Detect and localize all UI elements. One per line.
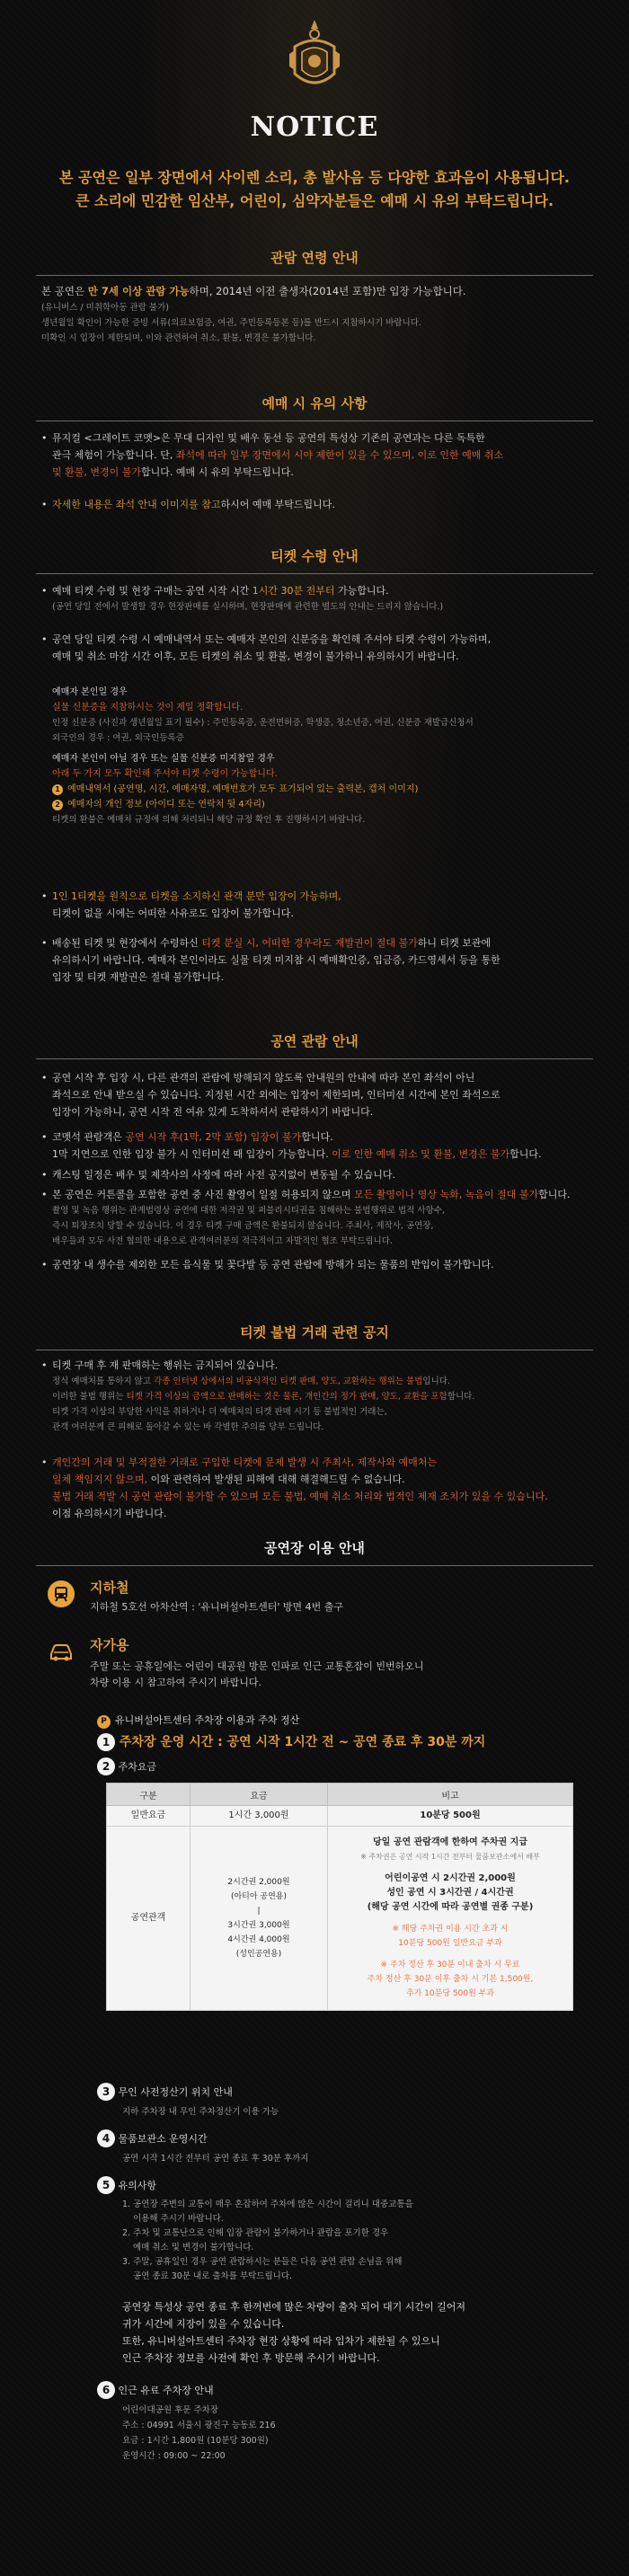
theatre-emblem-icon [282, 16, 347, 97]
subway-title: 지하철 [90, 1580, 129, 1596]
caution-list: 1. 공연장 주변의 교통이 매우 혼잡하여 주차에 많은 시간이 걸리니 대중교통을 이용해 주시기 바랍니다. 2. 주차 및 교통난으로 인해 입장 관람이 불가하거나 관람을 포기한 경우 예매 취소 및 변경이 불가합니다. 3. 주말, 공휴일인 경우 공연 관람하시는 분들은 다음 공연 관람 손님을 위해 공연 종료 30분 내로 출차를 부탁드립니다. [122, 2200, 413, 2281]
parking-icon: P [97, 1715, 111, 1729]
illegal-item-2: • 개인간의 거래 및 부적절한 거래로 구입한 티켓에 문제 발생 시 주최사, 제작사와 예매처는 일체 책임지지 않으며, 이와 관련하여 발생된 피해에 대해 해결해드릴 수 없습니다. 불법 거래 적발 시 공연 관람이 불가할 수 있으며 모든 불법, 예매 취소 처리와 법적인 제재 조치가 있을 수 있습니다. 이점 유의하시기 바랍니다. [41, 1456, 548, 1519]
parking-item-2: 2 주차요금 [97, 1757, 156, 1775]
ticket-item-3: • 1인 1티켓을 원칙으로 티켓을 소지하신 관객 분만 입장이 가능하며, 티켓이 없을 시에는 어떠한 사유로도 입장이 불가합니다. [41, 890, 341, 919]
parking-note: 공연장 특성상 공연 종료 후 한꺼번에 많은 차량이 출차 되어 대기 시간이 길어져 귀가 시간에 지장이 있을 수 있습니다. 또한, 유니버설아트센터 주차장 현장 상황에 따라 입차가 제한될 수 있으니 인근 주차장 정보를 사전에 확인 후 방문해 주시기 바랍니다. [122, 2301, 465, 2364]
parking-item-4-desc: 공연 시작 1시간 전부터 공연 종료 후 30분 후까지 [122, 2154, 309, 2164]
intro-line-1: 본 공연은 일부 장면에서 사이렌 소리, 총 발사음 등 다양한 효과음이 사용됩니다. [58, 169, 571, 186]
ticket-id-box: 예매자 본인일 경우 실물 신분증을 지참하시는 것이 제일 정확합니다. 인정 신분증 (사진과 생년월일 표기 필수) : 주민등록증, 운전면허증, 학생증, 청소년증, 여권, 신분증 재발급신청서 외국인의 경우 : 여권, 외국인등록증 예매자 본인이 아닐 경우 또는 실물 신분증 미지참일 경우 아래 두 가지 모두 확인해 주셔야 티켓 수령이 가능합니다. 1 예매내역서 (공연명, 시간, 예매자명, 예매번호가 모두 표기되어 있는 출력본, 캡처 이미지) 2 예매자의 개인 정보 (아이디 또는 연락처 뒷 4자리) 티켓의 환불은 예매처 규정에 의해 처리되니 해당 규정 확인 후 진행하시기 바랍니다. [52, 687, 474, 825]
divider [36, 1058, 593, 1059]
ticket-item-2: • 공연 당일 티켓 수령 시 예매내역서 또는 예매자 본인의 신분증을 확인해 주셔야 티켓 수령이 가능하며, 예매 및 취소 마감 시간 이후, 모든 티켓의 취소 및 환불, 변경이 불가하니 유의하시기 바랍니다. [41, 633, 492, 662]
parking-item-1: 1 주차장 운영 시간 : 공연 시작 1시간 전 ~ 공연 종료 후 30분 까지 [97, 1732, 485, 1751]
divider [36, 573, 593, 574]
venue-section-title: 공연장 이용 안내 [264, 1540, 365, 1556]
table-row: 일반요금 1시간 3,000원 10분당 500원 [107, 1806, 573, 1827]
ticket-item-1: • 예매 티켓 수령 및 현장 구매는 공연 시작 시간 1시간 30분 전부터 가능합니다. (공연 당일 전에서 발생할 경우 현장판매를 실시하며, 현장판매에 관련한 별도의 안내는 드리지 않습니다.) [41, 585, 444, 612]
nearby-parking-info: 어린이대공원 후문 주차장 주소 : 04991 서울시 광진구 능동로 216 요금 : 1시간 1,800원 (10분당 300원) 운영시간 : 09:00 ~ 22:00 [122, 2405, 276, 2461]
ticket-section-title: 티켓 수령 안내 [270, 548, 359, 564]
parking-item-5: 5 유의사항 [97, 2176, 156, 2194]
viewing-item-5: • 공연장 내 생수를 제외한 모든 음식물 및 꽃다발 등 공연 관람에 방해가 되는 물품의 반입이 불가합니다. [41, 1259, 494, 1270]
booking-item-1: • 뮤지컬 <그레이트 코멧>은 무대 디자인 및 배우 동선 등 공연의 특성상 기존의 공연과는 다른 독특한 관극 체험이 가능합니다. 단, 좌석에 따라 일부 장면에서 시야 제한이 있을 수 있으며, 이로 인한 예매 취소 및 환불, 변경이 불가합니다. 예매 시 유의 부탁드립니다. [41, 432, 504, 478]
divider [36, 275, 593, 276]
car-title: 자가용 [90, 1637, 129, 1653]
viewing-item-2: • 코멧석 관람객은 공연 시작 후(1막, 2막 포함) 입장이 불가합니다. 1막 지연으로 인한 입장 불가 시 인터미션 때 입장이 가능합니다. 이로 인한 예매 취소 및 환불, 변경은 불가합니다. [41, 1131, 542, 1160]
parking-item-3-desc: 지하 주차장 내 무인 주차정산기 이용 가능 [122, 2107, 279, 2117]
booking-section-title: 예매 시 유의 사항 [261, 395, 368, 412]
illegal-item-1: • 티켓 구매 후 재 판매하는 행위는 금지되어 있습니다. 정식 예매처를 통하지 않고 각종 인터넷 상에서의 비공식적인 티켓 판매, 양도, 교환하는 행위는 불법입니다. 이러한 불법 행위는 티켓 가격 이상의 금액으로 판매하는 것은 물론, 개인간의 정가 판매, 양도, 교환을 포함합니다. 티켓 가격 이상의 부당한 사익을 취하거나 더 예매처의 티켓 판매 시기 등 불법적인 거래는, 관객 여러분께 큰 피해로 돌아갈 수 있는 바 각별한 주의를 당부 드립니다. [41, 1359, 475, 1432]
age-section-title: 관람 연령 안내 [270, 250, 359, 266]
car-icon [47, 1637, 75, 1666]
subway-icon [47, 1580, 75, 1608]
divider [36, 1565, 593, 1566]
intro-line-2: 큰 소리에 민감한 임산부, 어린이, 심약자분들은 예매 시 유의 부탁드립니다. [75, 192, 554, 209]
booking-item-2: • 자세한 내용은 좌석 안내 이미지를 참고하시어 예매 부탁드립니다. [41, 499, 335, 510]
illegal-section-title: 티켓 불법 거래 관련 공지 [240, 1324, 389, 1341]
parking-item-3: 3 무인 사전정산기 위치 안내 [97, 2083, 233, 2101]
parking-item-6: 6 인근 유료 주차장 안내 [97, 2381, 214, 2399]
subway-desc: 지하철 5호선 아차산역 : '유니버설아트센터' 방면 4번 출구 [90, 1601, 343, 1613]
car-desc: 주말 또는 공휴일에는 어린이 대공원 방문 인파로 인근 교통혼잡이 빈번하오니 차량 이용 시 참고하여 주시기 바랍니다. [90, 1660, 424, 1688]
page-title: NOTICE [250, 111, 379, 143]
ticket-item-4: • 배송된 티켓 및 현장에서 수령하신 티켓 분실 시, 어떠한 경우라도 재발권이 절대 불가하니 티켓 보관에 유의하시기 바랍니다. 예매자 본인이라도 실물 티켓 미지참 시 예매확인증, 입금증, 카드영세서 등을 통한 입장 및 티켓 재발권은 절대 불가합니다. [41, 937, 501, 983]
viewing-item-3: • 캐스팅 일정은 배우 및 제작사의 사정에 따라 사전 공지없이 변동될 수 있습니다. [41, 1169, 395, 1181]
divider [36, 420, 593, 421]
parking-fee-table [106, 1783, 573, 2011]
viewing-section-title: 공연 관람 안내 [270, 1033, 359, 1049]
viewing-item-4: • 본 공연은 커튼콜을 포함한 공연 중 사진 촬영이 일절 허용되지 않으며 모든 촬영이나 영상 녹화, 녹음이 절대 불가합니다. 촬영 및 녹음 행위는 관계법령상 공연에 대한 저작권 및 퍼블리시티권을 침해하는 불법행위로 법적 사항수, 즉시 퇴장조치 당할 수 있습니다. 이 경우 티켓 구매 금액은 환불되지 않습니다. 주최사, 제작사, 공연장, 배우들과 모두 사전 협의한 내용으로 관객여러분의 적극적이고 자발적인 협조 부탁드립니다. [41, 1189, 571, 1246]
table-row: 공연관객 2시간권 2,000원 (아티아 공연용) | 3시간권 3,000원 4시간권 4,000원 (성인공연용) 당일 공연 관람객에 한하여 주차권 지급 ※ 주차권은 공연 시작 1시간 전부터 물품보관소에서 배부 어린이공연 시 2시간권 2,000원 성인 공연 시 3시간권 / 4시간권 (해당 공연 시간에 따라 공연별 권종 구분) ※ 해당 주차권 이용 시간 초과 시 10분당 500원 일반요금 부과 ※ 주차 정산 후 30분 이내 출차 시 무료 주차 정산 후 30분 이후 출차 시 기본 1,500원, 추가 10분당 500원 부과 [107, 1827, 573, 2011]
age-text: 본 공연은 만 7세 이상 관람 가능하며, 2014년 이전 출생자(2014년 포함)만 입장 가능합니다. (유니버스 / 미취학아동 관람 불가) 생년월일 확인이 가능한 증빙 서류(의료보험증, 여권, 주민등록등본 등)를 반드시 지참하시기 바랍니다. 미확인 시 입장이 제한되며, 이와 관련하여 취소, 환불, 변경은 불가합니다. [41, 285, 466, 343]
parking-item-4: 4 물품보관소 운영시간 [97, 2129, 208, 2147]
intro-notice [0, 166, 629, 213]
parking-heading: P 유니버설아트센터 주차장 이용과 주차 정산 [97, 1713, 299, 1729]
viewing-item-1: • 공연 시작 후 입장 시, 다른 관객의 관람에 방해되지 않도록 안내원의 안내에 따라 본인 좌석이 아닌 좌석으로 안내 받으실 수 있습니다. 지정된 시간 외에는 입장이 제한되며, 인터미션 시간에 본인 좌석으로 입장이 가능하니, 공연 시작 전 여유 있게 도착하셔서 관람하시기 바랍니다. [41, 1072, 501, 1118]
table-header-row: 구분 요금 비고 [107, 1784, 573, 1806]
